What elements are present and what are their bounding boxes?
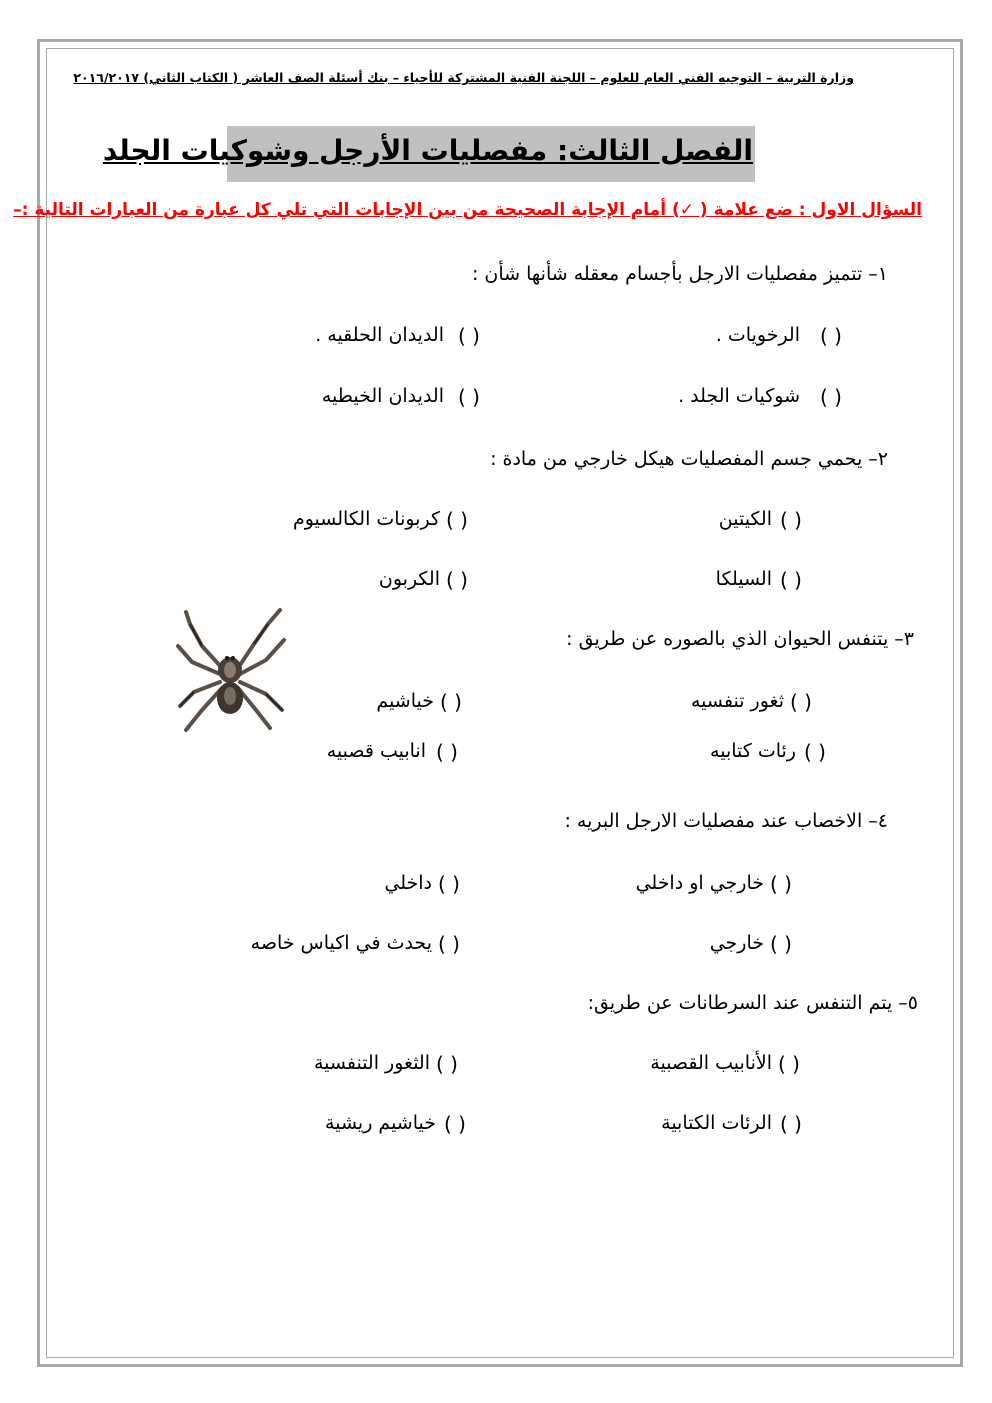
checkbox-q5-d[interactable]: ( ) [444,1112,466,1136]
q3-option-a: ثغور تنفسيه [691,690,784,712]
question-3-stem: ٣– يتنفس الحيوان الذي بالصوره عن طريق : [566,628,914,650]
q4-option-c: خارجي [709,932,764,954]
checkbox-q1-c[interactable]: ( ) [820,385,842,409]
q5-option-c: الرئات الكتابية [661,1112,772,1134]
question-2-stem: ٢– يحمي جسم المفصليات هيكل خارجي من مادة : [490,448,888,470]
checkbox-q5-b[interactable]: ( ) [436,1052,458,1076]
q3-option-b: خياشيم [376,690,434,712]
q5-option-d: خياشيم ريشية [325,1112,436,1134]
q5-option-a: الأنابيب القصبية [650,1052,772,1074]
checkbox-q2-d[interactable]: ( ) [446,568,468,592]
chapter-title: الفصل الثالث: مفصليات الأرجل وشوكيات الجلد [102,134,753,167]
checkbox-q5-a[interactable]: ( ) [778,1052,800,1076]
question-instructions: السؤال الاول : ضع علامة ( ✓) أمام الإجابة الصحيحة من بين الإجابات التي تلي كل عبارة من العبارات التالية :– [13,200,922,220]
checkbox-q2-a[interactable]: ( ) [780,508,802,532]
q2-option-c: السيلكا [715,568,772,590]
question-4-stem: ٤– الاخصاب عند مفصليات الارجل البريه : [564,810,888,832]
checkbox-q3-d[interactable]: ( ) [436,740,458,764]
q3-option-c: رئات كتابيه [710,740,796,762]
q2-option-b: كربونات الكالسيوم [292,508,440,530]
checkbox-q1-a[interactable]: ( ) [820,324,842,348]
q4-option-a: خارجي او داخلي [635,872,764,894]
question-5-stem: ٥– يتم التنفس عند السرطانات عن طريق: [587,992,918,1014]
checkbox-q3-a[interactable]: ( ) [790,690,812,714]
q3-option-d: انابيب قصبيه [326,740,426,762]
q2-option-d: الكربون [378,568,440,590]
q4-option-b: داخلي [384,872,432,894]
checkbox-q1-b[interactable]: ( ) [458,324,480,348]
q1-option-b: الديدان الحلقيه . [315,324,444,346]
checkbox-q2-b[interactable]: ( ) [446,508,468,532]
checkbox-q4-a[interactable]: ( ) [770,872,792,896]
q1-option-c: شوكيات الجلد . [678,385,800,407]
q2-option-a: الكيتين [718,508,772,530]
checkbox-q4-c[interactable]: ( ) [770,932,792,956]
checkbox-q5-c[interactable]: ( ) [780,1112,802,1136]
q4-option-d: يحدث في اكياس خاصه [250,932,432,954]
checkbox-q4-d[interactable]: ( ) [438,932,460,956]
q1-option-d: الديدان الخيطيه [321,385,444,407]
checkbox-q1-d[interactable]: ( ) [458,385,480,409]
q5-option-b: الثغور التنفسية [313,1052,430,1074]
checkbox-q3-c[interactable]: ( ) [804,740,826,764]
checkbox-q2-c[interactable]: ( ) [780,568,802,592]
ministry-header: وزارة التربية – التوجيه الفني العام للعلوم – اللجنة الفنية المشتركة للأحياء – بنك أسئلة الصف العاشر ( الكتاب الثاني) ٢٠١٦/٢٠١٧ [73,70,854,85]
checkbox-q3-b[interactable]: ( ) [440,690,462,714]
checkbox-q4-b[interactable]: ( ) [438,872,460,896]
spider-image [172,606,290,736]
question-1-stem: ١– تتميز مفصليات الارجل بأجسام معقله شأنها شأن : [471,263,888,285]
q1-option-a: الرخويات . [715,324,800,346]
